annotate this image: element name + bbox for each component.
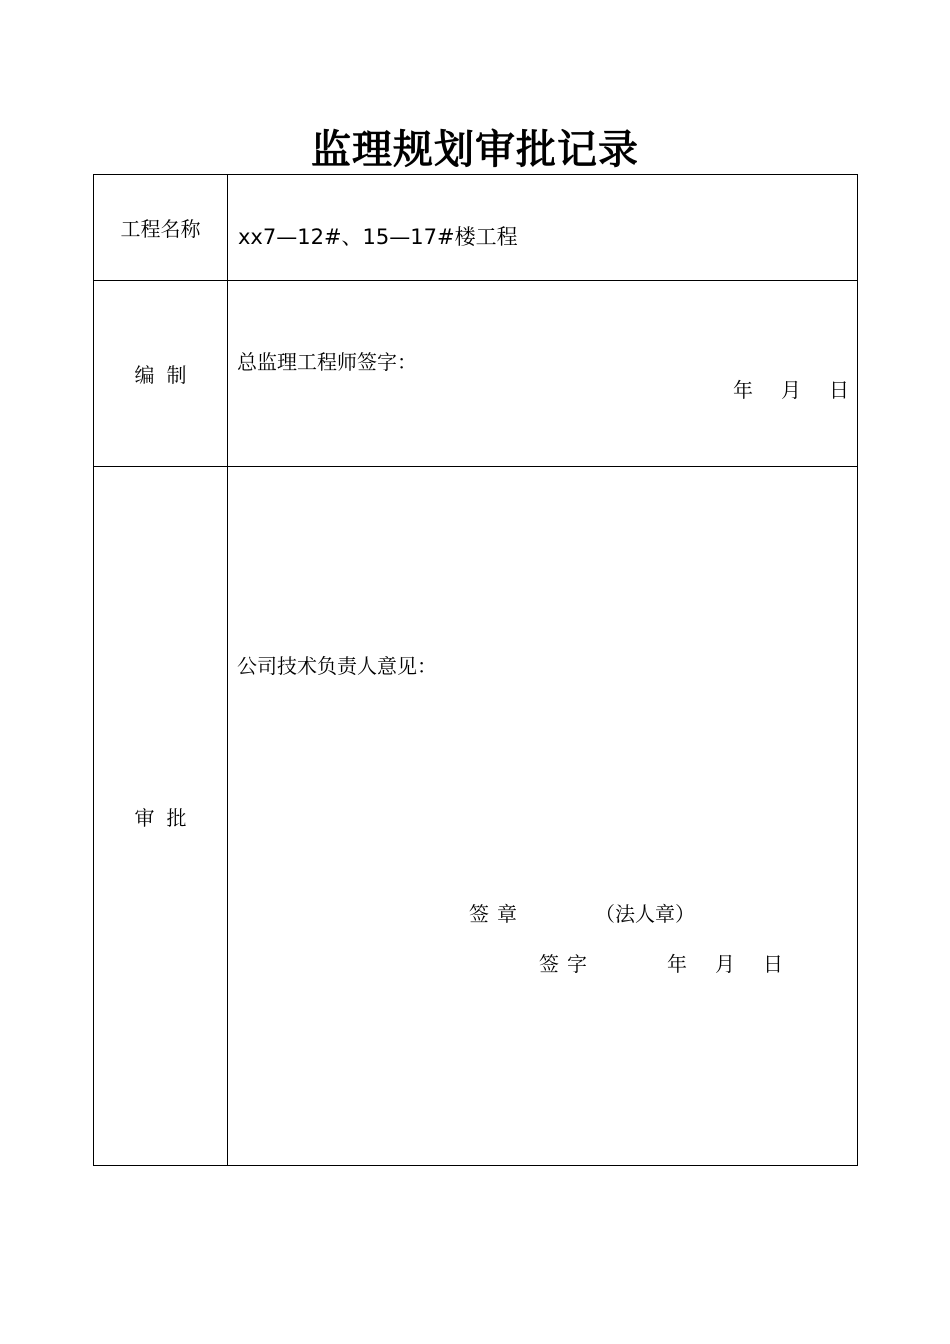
project-name-label: 工程名称 xyxy=(94,175,228,280)
approve-cell[interactable] xyxy=(228,467,857,1165)
tech-lead-opinion-label: 公司技术负责人意见： xyxy=(237,654,437,678)
approve-date-month: 月 xyxy=(715,952,735,976)
project-name-row xyxy=(94,175,857,281)
approve-date-day: 日 xyxy=(763,952,783,976)
seal-label: 签章 xyxy=(469,902,525,926)
approve-date-year: 年 xyxy=(667,952,687,976)
approval-form-table xyxy=(93,174,858,1166)
compile-date-day: 日 xyxy=(829,378,849,402)
compile-row xyxy=(94,281,857,467)
page-title: 监理规划审批记录 xyxy=(311,127,639,173)
compile-date-year: 年 xyxy=(733,378,753,402)
legal-seal-label: （法人章） xyxy=(595,902,695,926)
compile-label-cell xyxy=(94,281,228,466)
compile-cell[interactable] xyxy=(228,281,857,466)
compile-date xyxy=(733,377,849,403)
project-name-value: xx7—12#、15—17#楼工程 xyxy=(238,225,518,249)
chief-engineer-signature-label: 总监理工程师签字： xyxy=(237,350,417,374)
compile-label: 编制 xyxy=(134,363,199,387)
signature-label: 签字 xyxy=(539,952,595,976)
project-name-cell[interactable] xyxy=(228,175,857,280)
approve-sign-date xyxy=(539,951,783,977)
approve-label-cell xyxy=(94,467,228,1165)
approve-label: 审批 xyxy=(134,805,199,830)
approve-row xyxy=(94,467,857,1165)
compile-date-month: 月 xyxy=(781,378,801,402)
